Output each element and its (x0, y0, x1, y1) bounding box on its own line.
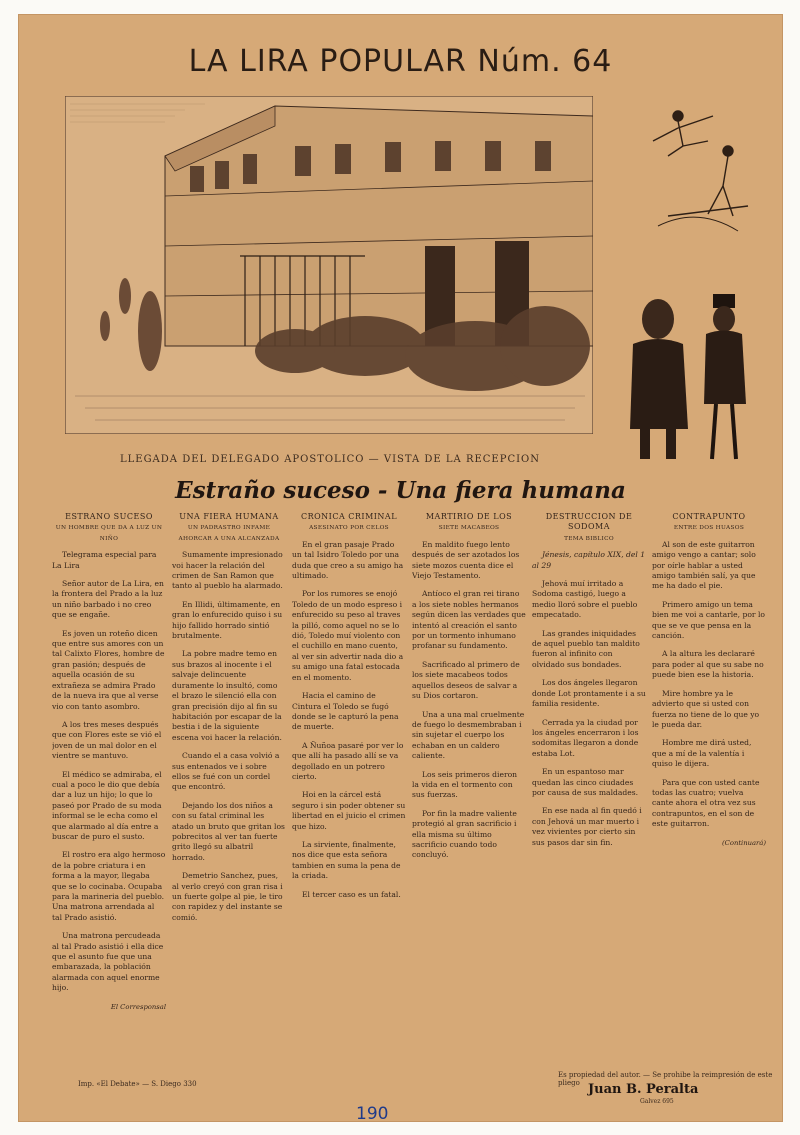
handwritten-page-number: 190 (356, 1104, 389, 1124)
column-title: DESTRUCCION DE SODOMA (545, 512, 633, 532)
stanza: Por los rumores se enojó Toledo de un modo espreso i enfurecido su peso al traves la pilló, como aquel no se lo dió, Toledo muí violento con el cuchillo en mano cuento, al ver sin advertir nada dio a su amigo una fatal estocada en el momento. (292, 589, 404, 682)
column-cronica-criminal (292, 512, 406, 1042)
stanza: Por fin la madre valiente protegió al gran sacrificio i ella misma su último sacrificio cuando todo concluyó. (412, 808, 517, 860)
stanza: Las grandes iniquidades de aquel pueblo tan maldito fueron al infinito con olvidado sus bondades. (532, 628, 640, 669)
broadside-sheet (18, 14, 783, 1122)
main-illustration (65, 96, 593, 434)
stanza: Una matrona percudeada al tal Prado asistió i ella dice que el asunto fue que una embarazada, la población alarmada con aquel enorme hijo. (52, 931, 164, 993)
stanza: En ese nada al fin quedó i con Jehová un mar muerto i vez vivientes por cierto sin sus pasos dar sin fin. (532, 806, 642, 847)
stanza: Jénesis, capítulo XIX, del 1 al 29 (532, 550, 646, 570)
column-title: MARTIRIO DE LOS (425, 512, 513, 521)
stanza: Hoi en la cárcel está seguro i sin poder obtener su libertad en el juicio el crimen que hizo. (292, 790, 406, 831)
column-una-fiera-humana (172, 512, 286, 1042)
stanza: En maldito fuego lento después de ser azotados los siete mozos cuenta dice el Viejo Testamento. (412, 539, 520, 581)
stanza: El tercer caso es un fatal. (302, 889, 401, 899)
printer-imprint: Imp. «El Debate» — S. Diego 330 (78, 1080, 197, 1088)
column-signature: (Continuará) (722, 838, 766, 847)
stanza: Telegrama especial para La Lira (52, 550, 157, 570)
headline: Estraño suceso - Una fiera humana (175, 477, 626, 504)
stanza: Una a una mal cruelmente de fuego lo desmembraban i sin sujetar el cuerpo los echaban en un caldero caliente. (412, 709, 525, 761)
column-signature: El Corresponsal (110, 1002, 166, 1011)
two-men-illustration (618, 289, 768, 469)
illustration-caption: LLEGADA DEL DELEGADO APOSTOLICO — VISTA DE LA RECEPCION (119, 454, 540, 465)
stanza: Demetrio Sanchez, pues, al verlo creyó con gran risa i un fuerte golpe al pie, le tiro con rapidez y del instante se comió. (172, 871, 283, 922)
stanza: Hacia el camino de Cintura el Toledo se fugó donde se le capturó la pena de muerte. (292, 691, 399, 732)
stanza: Los dos ángeles llegaron donde Lot prontamente i a su familia residente. (532, 678, 646, 709)
stanza: Cerrada ya la ciudad por los ángeles encerraron i los sodomitas llegaron a donde estaba Lot. (532, 717, 639, 758)
stanza: Para que con usted cante todas las cuatro; vuelva cante ahora el otra vez sus contrapuntos, en el son de este guitarron. (652, 777, 760, 829)
stanza: Primero amigo un tema bien me voi a cantarle, por lo que se ve que pensa en la canción. (652, 599, 765, 641)
stanza: Dejando los dos niños a con su fatal criminal les atado un bruto que gritan los pobrecitos al ver tan fuerte grito llegó su albatril horrado. (172, 800, 285, 862)
stanza: Sacrificado al primero de los siete macabeos todos aquellos deseos de salvar a su Dios cortaron. (412, 659, 520, 701)
author-address: Galvez 695 (640, 1098, 674, 1105)
stanza: A Ñuñoa pasaré por ver lo que allí ha pasado allí se va degollado en un potrero cierto. (292, 740, 404, 781)
column-subtitle: SIETE MACABEOS (438, 525, 500, 532)
stanza: La pobre madre temo en sus brazos al inocente i el salvaje delincuente duramente lo insultó, como el brazo le silenció ella con gran precisión dijo al fin su habitación por escapar de la bestia i de la siguiente escena voi hacer la relación. (172, 649, 282, 742)
stanza: Hombre me dirá usted, que a mí de la valentía i quiso le dijera. (652, 738, 752, 769)
stanza: Antíoco el gran rei tirano a los siete nobles hermanos según dicen las verdades que intentó al creación el santo por un tormento inhumano profanar su fundamento. (412, 589, 526, 651)
column-martirio (412, 512, 526, 1042)
column-title: CONTRAPUNTO (672, 512, 746, 521)
dancers-illustration (638, 96, 756, 246)
stanza: Jehová muí irritado a Sodoma castigó, luego a medio lloró sobre el pueblo empecatado. (532, 579, 638, 620)
column-sodoma (532, 512, 646, 1042)
stanza: Es joven un roteño dicen que entre sus amores con un tal Calixto Flores, hombre de gran pasión; después de aquella ocasión de su extrañeza se admira Prado de la nueva ira que al verse vio con tanto asombro. (52, 628, 165, 711)
stanza: A la altura les declararé para poder al que su sabe no puede bien ese la historia. (652, 649, 764, 680)
author-name: Juan B. Peralta (588, 1082, 699, 1097)
stanza: En un espantoso mar quedan las cinco ciudades por causa de sus maldades. (532, 767, 639, 797)
stanza: Al son de este guitarron amigo vengo a cantar; solo por oírle hablar a usted amigo también salí, ya que me ha dado el pie. (652, 539, 756, 591)
column-subtitle: ENTRE DOS HUASOS (673, 525, 745, 532)
stanza: El médico se admiraba, el cual a poco le dio que debía dar a luz un hijo; lo que lo paseó por Prado de su moda informal se le echa como el que alarmado al día entre a buscar de puro el susto. (52, 769, 162, 841)
column-subtitle: UN HOMBRE QUE DA A LUZ UN NIÑO (55, 525, 163, 542)
stanza: El rostro era algo hermoso de la pobre criatura i en forma a la mayor, llegaba que se lo cocinaba. Ocupaba para la marineria del pueblo. Una matrona arrendada al tal Prado asistió. (52, 850, 166, 922)
stanza: Señor autor de La Lira, en la frontera del Prado a la luz un niño barbado i no creo que se engañe. (52, 579, 164, 620)
text-columns (52, 512, 764, 1062)
stanza: En el gran pasaje Prado un tal Isidro Toledo por una duda que creo a su amigo ha ultimado. (292, 539, 404, 581)
column-estrano-suceso (52, 512, 166, 1042)
column-subtitle: ASESINATO POR CELOS (309, 525, 389, 532)
column-title: UNA FIERA HUMANA (179, 512, 279, 521)
column-title: CRÓNICA CRIMINAL (300, 512, 398, 521)
column-title: ESTRAÑO SUCESO (65, 512, 153, 521)
column-contrapunto (652, 512, 766, 1042)
stanza: Mire hombre ya le advierto que si usted con fuerza no tiene de lo que yo le pueda dar. (652, 688, 760, 729)
column-subtitle: UN PADRASTRO INFAME AHORCAR A UNA ALCANZADA (178, 525, 280, 542)
page-title: LA LIRA POPULAR Núm. 64 (188, 44, 613, 79)
stanza: Los seis primeros dieron la vida en el tormento con sus fuerzas. (412, 769, 518, 800)
column-subtitle: TEMA BIBLICO (564, 535, 614, 542)
stanza: En Illidi, últimamente, en gran lo enfurecido quiso i su hijo fallido horrado sintió brutalmente. (172, 599, 283, 641)
stanza: Sumamente impresionado voi hacer la relación del crimen de San Ramon que tanto al pueblo ha alarmado. (172, 550, 283, 591)
stanza: La sirviente, finalmente, nos dice que esta señora tambien en suma la pena de la criada. (292, 839, 401, 881)
stanza: Cuando el a casa volvió a sus entenados ve i sobre ellos se fué con un cordel que encontró. (172, 751, 280, 792)
property-note: Es propiedad del autor. — Se prohibe la reimpresión de este pliego (558, 1071, 773, 1087)
stanza: A los tres meses después que con Flores este se vió el joven de un mal dolor en el vientre se mantuvo. (52, 719, 162, 761)
